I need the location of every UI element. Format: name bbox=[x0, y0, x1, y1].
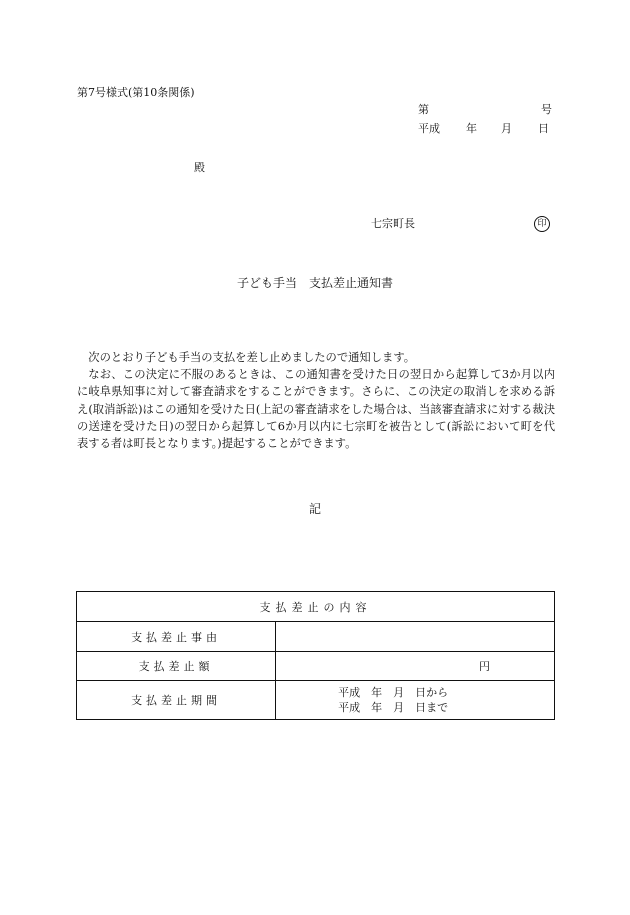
table-row bbox=[77, 652, 555, 681]
date-era: 平成 bbox=[418, 122, 440, 135]
seal-mark: 印 bbox=[534, 216, 550, 232]
reason-value bbox=[276, 622, 555, 652]
document-number bbox=[418, 103, 552, 119]
period-value bbox=[276, 681, 555, 720]
period-from: 平成 年 月 日から bbox=[338, 686, 449, 699]
body-paragraph: 次のとおり子ども手当の支払を差し止めましたので通知します。 bbox=[88, 351, 416, 364]
period-label: 支払差止期間 bbox=[77, 681, 276, 720]
date-month: 月 bbox=[501, 122, 512, 135]
date-year: 年 bbox=[466, 122, 477, 135]
document-title: 子ども手当 支払差止通知書 bbox=[236, 276, 393, 290]
reason-label: 支払差止事由 bbox=[77, 622, 276, 652]
table-header-row bbox=[77, 592, 555, 622]
ki-label: 記 bbox=[308, 502, 321, 516]
detail-table bbox=[76, 591, 555, 720]
issue-date bbox=[418, 122, 552, 138]
body-text bbox=[77, 349, 555, 452]
amount-value: 円 bbox=[276, 652, 555, 681]
document-number-suffix: 号 bbox=[541, 103, 552, 116]
table-header: 支払差止の内容 bbox=[77, 592, 555, 622]
table-row bbox=[77, 681, 555, 720]
document-number-prefix: 第 bbox=[418, 103, 429, 116]
addressee: 殿 bbox=[194, 161, 205, 174]
issuer: 七宗町長 bbox=[371, 217, 415, 230]
table-row bbox=[77, 622, 555, 652]
amount-label: 支払差止額 bbox=[77, 652, 276, 681]
form-number: 第7号様式(第10条関係) bbox=[77, 86, 195, 99]
body-paragraph: なお、この決定に不服のあるときは、この通知書を受けた日の翌日から起算して3か月以内に岐阜県知事に対して審査請求をすることができます。さらに、この決定の取消しを求める訴え(取消訴訟)はこの通知を受けた日(上記の審査請求をした場合は、当該審査請求に対する裁決の送達を受けた日)の翌日から起算して6か月以内に七宗町を被告として(訴訟において町を代表する者は町長となります。)提起することができます。 bbox=[77, 368, 555, 451]
period-to: 平成 年 月 日まで bbox=[338, 701, 449, 714]
date-day: 日 bbox=[538, 122, 549, 135]
